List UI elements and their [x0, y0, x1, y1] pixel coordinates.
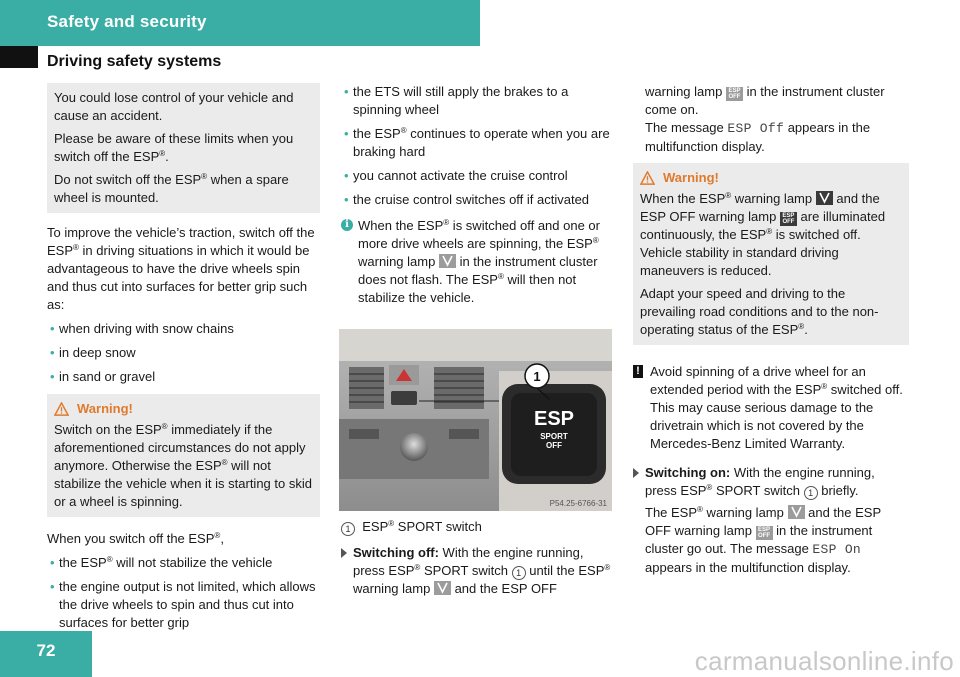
esp-switch-photo: [339, 329, 612, 511]
column-2-lower: [341, 518, 617, 598]
list-item: • in deep snow: [47, 344, 320, 362]
column-2: [341, 83, 617, 307]
info-icon: i: [341, 219, 353, 231]
step-continued: warning lamp ESP OFF in the instrument cluster come on. The message ESP Off appears in the multifunction display.: [645, 84, 885, 154]
esp-off-lamp-icon: ESP OFF: [780, 212, 797, 226]
list-item: • you cannot activate the cruise control: [341, 167, 617, 185]
caution-text-3: Do not switch off the ESP® when a spare wheel is mounted.: [54, 172, 289, 205]
warning-text-2: Adapt your speed and driving to the prevailing road conditions and to the non-operating status of the ESP®.: [640, 286, 879, 337]
caution-box: [47, 83, 320, 213]
warning-heading: Warning!: [640, 169, 901, 187]
header-marker: [0, 46, 38, 68]
info-note: i When the ESP® is switched off and one or more drive wheels are spinning, the ESP® warning lamp in the instrument cluster does not flash. The ESP® will then not stabilize the vehicle.: [341, 217, 617, 307]
esp-off-lamp-icon: ESP OFF: [726, 87, 743, 101]
list-item: • the ESP® continues to operate when you are braking hard: [341, 125, 617, 161]
warning-heading: Warning!: [54, 400, 312, 418]
svg-text:OFF: OFF: [546, 441, 562, 450]
figure-caption: 1 ESP® SPORT switch: [341, 518, 617, 536]
caution-text-1: You could lose control of your vehicle and cause an accident.: [54, 90, 294, 123]
watermark: carmanualsonline.info: [694, 646, 954, 676]
list-item: • when driving with snow chains: [47, 320, 320, 338]
svg-text:P54.25-6766-31: P54.25-6766-31: [549, 499, 607, 508]
warning-box: [47, 394, 320, 517]
esp-warning-lamp-icon: [816, 191, 833, 205]
svg-text:ESP: ESP: [533, 408, 575, 430]
esp-off-lamp-icon: ESP OFF: [756, 526, 773, 540]
when-off-paragraph: When you switch off the ESP®,: [47, 531, 224, 546]
list-item: • the cruise control switches off if activated: [341, 191, 617, 209]
notice-icon: !: [633, 365, 643, 378]
warning-text: When the ESP® warning lamp and the ESP OFF warning lamp ESP OFF are illuminated continuously, the ESP® is switched off. Vehicle stability in standard driving maneuvers is reduced.: [640, 191, 886, 278]
warning-text: Switch on the ESP® immediately if the aforementioned circumstances do not apply anymore. Otherwise the ESP® will not stabilize the vehicle when it is starting to skid or a wheel is spinning.: [54, 422, 312, 509]
step-switch-on: Switching on: With the engine running, press ESP® SPORT switch 1 briefly.: [633, 464, 909, 500]
esp-warning-lamp-icon: [439, 254, 456, 268]
column-3: [633, 83, 909, 577]
section-title: Safety and security: [47, 12, 207, 31]
intro-paragraph: To improve the vehicle’s traction, switch off the ESP® in driving situations in which it would be advantageous to have the drive wheels spin and thus cut into surfaces for better grip such as:: [47, 225, 315, 312]
esp-warning-lamp-icon: [434, 581, 451, 595]
page-subtitle: Driving safety systems: [47, 53, 222, 70]
caution-text-2: Please be aware of these limits when you switch off the ESP®.: [54, 131, 294, 164]
step-switch-off: Switching off: With the engine running, press ESP® SPORT switch 1 until the ESP® warning lamp and the ESP OFF: [341, 544, 617, 598]
list-item: • the ETS will still apply the brakes to a spinning wheel: [341, 83, 617, 119]
warning-triangle-icon: [640, 171, 655, 186]
svg-text:SPORT: SPORT: [540, 432, 568, 441]
warning-box: [633, 163, 909, 345]
column-1: [47, 83, 320, 632]
list-item: • the ESP® will not stabilize the vehicle: [47, 554, 320, 572]
list-item: • in sand or gravel: [47, 368, 320, 386]
page-number: 72: [36, 641, 56, 660]
notice-note: ! Avoid spinning of a drive wheel for an extended period with the ESP® switched off. This may cause serious damage to the drivetrain which is not covered by the Mercedes-Benz Limited Warranty.: [633, 363, 909, 453]
warning-triangle-icon: [54, 402, 69, 417]
svg-text:1: 1: [533, 369, 541, 384]
esp-warning-lamp-icon: [788, 505, 805, 519]
switch-on-result: The ESP® warning lamp and the ESP OFF warning lamp ESP OFF in the instrument cluster go out. The message ESP On appears in the multifunction display.: [645, 505, 881, 575]
list-item: • the engine output is not limited, which allows the drive wheels to spin and thus cut into surfaces for better grip: [47, 578, 320, 632]
